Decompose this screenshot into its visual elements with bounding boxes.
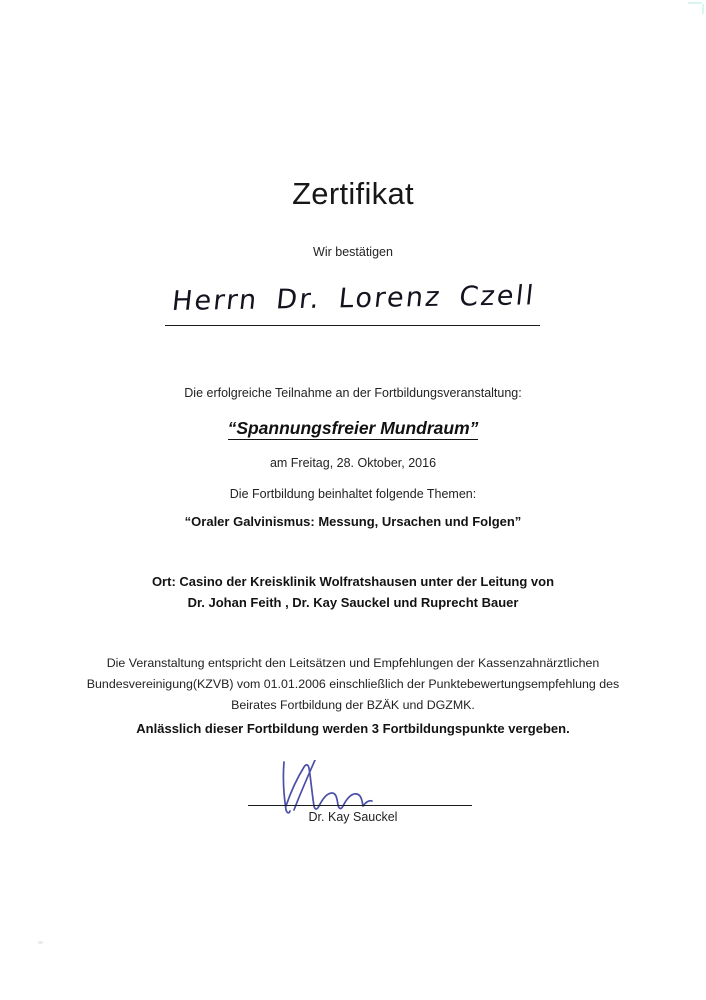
scan-noise-speck [38, 941, 43, 944]
recipient-handwritten-name: Herrn Dr. Lorenz Czell [170, 280, 537, 317]
participation-statement: Die erfolgreiche Teilnahme an der Fortbildungsveranstaltung: [184, 386, 522, 400]
confirmation-intro: Wir bestätigen [313, 245, 393, 259]
topics-intro: Die Fortbildung beinhaltet folgende Themen: [229, 487, 477, 501]
regulation-paragraph: Die Veranstaltung entspricht den Leitsätzen und Empfehlungen der Kassenzahnärztlichen Bundesvereinigung(KZVB) vom 01.01.2006 einschließlich der Punktebewertungsempfehlung des Beirates Fortbildung der BZÄK und DGZMK. [86, 656, 620, 712]
course-title [0, 418, 706, 439]
credit-points-line: Anlässlich dieser Fortbildung werden 3 Fortbildungspunkte vergeben. [136, 721, 570, 736]
page-title: Zertifikat [292, 176, 414, 211]
signature-line [248, 805, 472, 806]
scan-edge-artifact [688, 2, 702, 4]
presenters-line: Dr. Johan Feith , Dr. Kay Sauckel und Ruprecht Bauer [187, 595, 519, 610]
venue-line: Ort: Casino der Kreisklinik Wolfratshausen unter der Leitung von [151, 574, 555, 589]
signatory-name: Dr. Kay Sauckel [308, 810, 398, 824]
signature-mark [270, 760, 400, 815]
event-date: am Freitag, 28. Oktober, 2016 [269, 456, 437, 470]
scan-edge-artifact-vertical [702, 4, 704, 14]
topic-item: “Oraler Galvinismus: Messung, Ursachen und Folgen” [184, 514, 522, 529]
recipient-field [0, 280, 706, 317]
recipient-underline [165, 325, 540, 326]
signature-block [0, 760, 706, 840]
course-title-text: “Spannungsfreier Mundraum” [227, 418, 479, 438]
